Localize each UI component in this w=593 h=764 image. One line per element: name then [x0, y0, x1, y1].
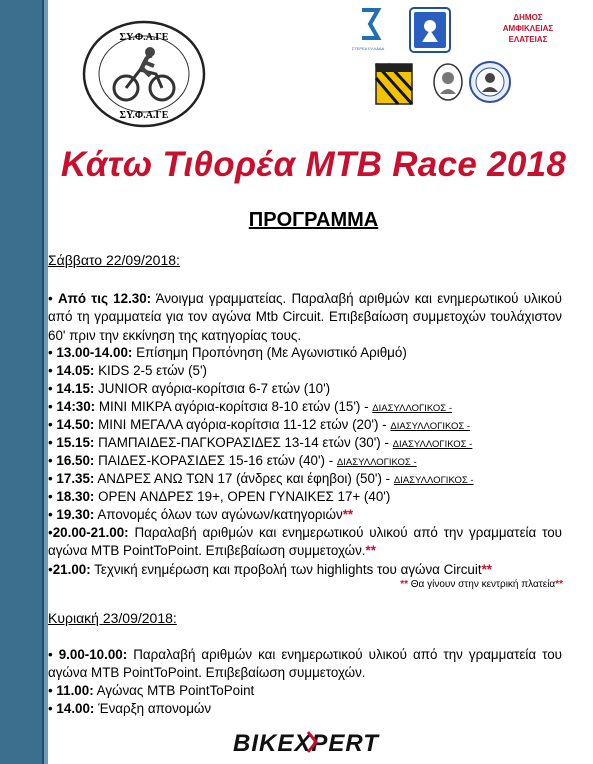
asterisk-mark: **: [481, 562, 493, 577]
schedule-text: MINI ΜΙΚΡΑ αγόρια-κορίτσια 8-10 ετών (15') -: [95, 399, 369, 414]
asterisk-mark: **: [365, 543, 376, 559]
schedule-text: Επίσημη Προπόνηση (Με Αγωνιστικό Αριθμό): [132, 345, 407, 360]
federation-badge: [410, 8, 450, 52]
saturday-date: Σάββατο 22/09/2018:: [48, 252, 180, 268]
club-logo: [80, 18, 208, 130]
interclub-tag: ΔΙΑΣΥΛΛΟΓΙΚΟΣ -: [393, 475, 474, 486]
club-emblem-portrait: [434, 64, 462, 100]
schedule-item: • 16.50: ΠΑΙΔΕΣ-ΚΟΡΑΣΙΔΕΣ 15-16 ετών (40') - ΔΙΑΣΥΛΛΟΓΙΚΟΣ -: [48, 453, 417, 468]
schedule-time: 14.00:: [56, 701, 95, 716]
sunday-date: Κυριακή 23/09/2018:: [48, 610, 177, 626]
schedule-time: 17.35:: [56, 471, 95, 486]
club-logo-text-top: ΣΥ.Φ.Α.ΓΕ: [119, 32, 169, 43]
schedule-item: • 18.30: OPEN ΑΝΔΡΕΣ 19+, OPEN ΓΥΝΑΙΚΕΣ 17+ (40'): [48, 489, 391, 504]
schedule-time: 13.00-14.00:: [56, 345, 133, 360]
asterisk-mark: **: [555, 579, 563, 590]
schedule-item: • 15.15: ΠΑΜΠΑΙΔΕΣ-ΠΑΓΚΟΡΑΣΙΔΕΣ 13-14 ετών (30') - ΔΙΑΣΥΛΛΟΓΙΚΟΣ -: [48, 435, 473, 450]
schedule-time: 16.50:: [56, 453, 95, 468]
schedule-text: Αγώνας MTB PointToPoint: [93, 683, 255, 698]
club-logo-text-bottom: ΣΥ.Φ.Α.ΓΕ: [119, 110, 169, 121]
schedule-item: • 19.30: Απονομές όλων των αγώνων/κατηγοριών**: [48, 507, 354, 522]
saturday-intro-text: Άνοιγμα γραμματείας. Παραλαβή αριθμών και ενημερωτικού υλικού από τη γραμματεία για τον αγώνα Mtb Circuit. Επιβεβαίωση συμμετοχών τουλάχιστον 60' πριν την εκκίνηση της κατηγορίας τους.: [48, 291, 563, 343]
schedule-time: 20.00-21.00:: [52, 525, 129, 540]
interclub-tag: ΔΙΑΣΥΛΛΟΓΙΚΟΣ -: [392, 439, 473, 450]
schedule-text: JUNIOR αγόρια-κορίτσια 6-7 ετών (10'): [94, 381, 331, 396]
schedule-time: 14:30:: [56, 399, 96, 414]
schedule-text: Έναρξη απονομών: [94, 701, 212, 716]
schedule-time: 15.15:: [56, 435, 95, 450]
bikexpert-logo: [216, 726, 396, 758]
sponsor-logos: [352, 6, 592, 106]
schedule-text: ΠΑΙΔΕΣ-ΚΟΡΑΣΙΔΕΣ 15-16 ετών (40') -: [94, 453, 334, 468]
municipality-line-3: ΕΛΑΤΕΙΑΣ: [508, 35, 548, 44]
schedule-text: ΠΑΜΠΑΙΔΕΣ-ΠΑΓΚΟΡΑΣΙΔΕΣ 13-14 ετών (30') -: [94, 435, 389, 450]
schedule-item: • 14.05: KIDS 2-5 ετών (5'): [48, 363, 208, 378]
schedule-item: • 14.50: MINI ΜΕΓΑΛΑ αγόρια-κορίτσια 11-12 ετών (20') - ΔΙΑΣΥΛΛΟΓΙΚΟΣ -: [48, 417, 471, 432]
schedule-time: 11.00:: [56, 683, 94, 698]
municipality-label: [503, 13, 554, 44]
interclub-tag: ΔΙΑΣΥΛΛΟΓΙΚΟΣ -: [336, 457, 417, 468]
football-club-badge: [376, 64, 412, 104]
bikexpert-logo-text: BIKEXPERT: [233, 730, 379, 757]
schedule-text: MINI ΜΕΓΑΛΑ αγόρια-κορίτσια 11-12 ετών (20') -: [94, 417, 387, 432]
schedule-time: 14.50:: [56, 417, 95, 432]
schedule-text: KIDS 2-5 ετών (5'): [94, 363, 208, 378]
schedule-item: •21.00: Τεχνική ενημέρωση και προβολή των highlights του αγώνα Circuit**: [48, 562, 493, 577]
schedule-time: 9.00-10.00:: [58, 647, 128, 662]
espa-logo-text: ΣΤΕΡΕΑ ΕΛΛΑΔΑ: [352, 46, 385, 51]
schedule-time: 21.00:: [52, 562, 91, 577]
portrait-seal: [470, 62, 510, 102]
saturday-intro-time: Από τις 12.30:: [57, 291, 152, 306]
asterisk-mark: **: [400, 579, 411, 590]
sunday-intro: • 9.00-10.00: Παραλαβή αριθμών και ενημερωτικού υλικού από την γραμματεία του αγώνα MTB PointToPoint. Επιβεβαίωση συμμετοχών.: [48, 647, 562, 681]
municipality-line-1: ΔΗΜΟΣ: [513, 13, 543, 22]
espa-logo: [352, 10, 385, 51]
schedule-item: • 14.15: JUNIOR αγόρια-κορίτσια 6-7 ετών (10'): [48, 381, 331, 396]
asterisk-mark: **: [342, 507, 354, 522]
central-square-note: [400, 579, 563, 590]
schedule-text: ΑΝΔΡΕΣ ΑΝΩ ΤΩΝ 17 (άνδρες και έφηβοι) (50') -: [94, 471, 391, 486]
schedule-item: • 14:30: MINI ΜΙΚΡΑ αγόρια-κορίτσια 8-10 ετών (15') - ΔΙΑΣΥΛΛΟΓΙΚΟΣ -: [48, 399, 452, 414]
schedule-time: 14.05:: [56, 363, 95, 378]
program-heading: ΠΡΟΓΡΑΜΜΑ: [248, 209, 379, 231]
event-title: Κάτω Τιθορέα MTB Race 2018: [60, 145, 567, 184]
schedule-item: • 11.00: Αγώνας MTB PointToPoint: [48, 683, 255, 698]
schedule-time: 19.30:: [56, 507, 95, 522]
schedule-time: 18.30:: [56, 489, 95, 504]
schedule-text: Παραλαβή αριθμών και ενημερωτικού υλικού από την γραμματεία του αγώνα MTB PointToPoint. Επιβεβαίωση συμμετοχών.: [48, 525, 562, 559]
saturday-pointtopoint: •20.00-21.00: Παραλαβή αριθμών και ενημερωτικού υλικού από την γραμματεία του αγώνα MTB PointToPoint. Επιβεβαίωση συμμετοχών.**: [48, 525, 562, 559]
interclub-tag: ΔΙΑΣΥΛΛΟΓΙΚΟΣ -: [372, 403, 452, 414]
schedule-time: 14.15:: [56, 381, 95, 396]
note-text: Θα γίνουν στην κεντρική πλατεία: [410, 579, 556, 590]
interclub-tag: ΔΙΑΣΥΛΛΟΓΙΚΟΣ -: [390, 421, 471, 432]
schedule-item: • 17.35: ΑΝΔΡΕΣ ΑΝΩ ΤΩΝ 17 (άνδρες και έφηβοι) (50') - ΔΙΑΣΥΛΛΟΓΙΚΟΣ -: [48, 471, 474, 486]
municipality-line-2: ΑΜΦΙΚΛΕΙΑΣ: [502, 24, 554, 33]
document-content: [44, 0, 593, 764]
saturday-intro: • Από τις 12.30: Άνοιγμα γραμματείας. Παραλαβή αριθμών και ενημερωτικού υλικού από τη γραμματεία για τον αγώνα Mtb Circuit. Επιβεβαίωση συμμετοχών τουλάχιστον 60' πριν την εκκίνηση της κατηγορίας τους.: [48, 291, 563, 343]
schedule-text: Απονομές όλων των αγώνων/κατηγοριών: [94, 507, 343, 522]
schedule-text: Παραλαβή αριθμών και ενημερωτικού υλικού από την γραμματεία του αγώνα MTB PointToPoint. Επιβεβαίωση συμμετοχών.: [48, 647, 562, 681]
schedule-item: • 13.00-14.00: Επίσημη Προπόνηση (Με Αγωνιστικό Αριθμό): [48, 345, 407, 360]
schedule-item: • 14.00: Έναρξη απονομών: [48, 701, 212, 716]
schedule-text: OPEN ΑΝΔΡΕΣ 19+, OPEN ΓΥΝΑΙΚΕΣ 17+ (40'): [94, 489, 391, 504]
left-decorative-band: [0, 0, 44, 764]
schedule-text: Τεχνική ενημέρωση και προβολή των highlights του αγώνα Circuit: [90, 562, 482, 577]
